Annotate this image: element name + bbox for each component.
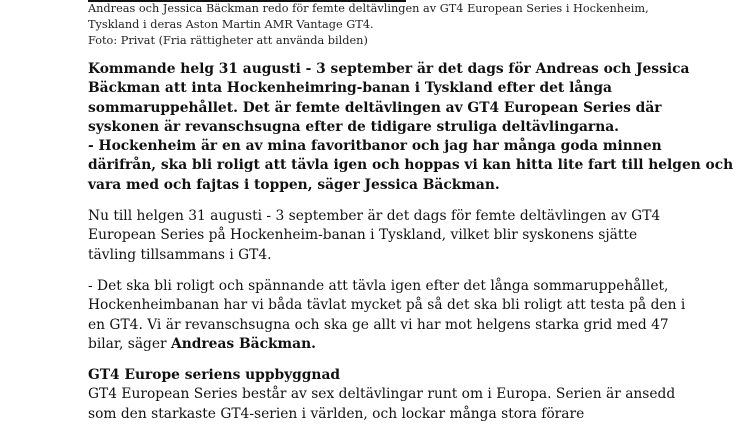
paragraph-line: en GT4. Vi är revanschsugna och ska ge allt vi har mot helgens starka grid med 47 xyxy=(88,316,669,333)
lead-line: syskonen är revanschsugna efter de tidigare struliga deltävlingarna. xyxy=(88,118,619,135)
paragraph-line: Nu till helgen 31 augusti - 3 september är det dags för femte deltävlingen av GT4 xyxy=(88,208,661,225)
body-paragraph-2 xyxy=(88,277,686,354)
paragraph-line: tävling tillsammans i GT4. xyxy=(88,246,272,263)
caption-line: Tyskland i deras Aston Martin AMR Vantage GT4. xyxy=(88,18,374,31)
lead-line: - Hockenheim är en av mina favoritbanor och jag har många goda minnen xyxy=(88,138,662,155)
lead-line: Bäckman att inta Hockenheimring-banan i Tyskland efter det långa xyxy=(88,80,612,97)
paragraph-line: Hockenheimbanan har vi båda tävlat mycket på så det ska bli roligt att testa på den i xyxy=(88,297,686,314)
paragraph-line xyxy=(88,335,668,354)
paragraph-line: GT4 European Series består av sex deltävlingar runt om i Europa. Serien är ansedd xyxy=(88,386,676,403)
paragraph-line: - Det ska bli roligt och spännande att tävla igen efter det långa sommaruppehållet, xyxy=(88,277,669,294)
photo-caption xyxy=(88,1,668,49)
caption-line: Andreas och Jessica Bäckman redo för femte deltävlingen av GT4 European Series i Hockenheim, xyxy=(88,2,649,15)
lead-line: därifrån, ska bli roligt att tävla igen och hoppas vi kan hitta lite fart till helgen och xyxy=(88,157,734,174)
lead-line: vara med och fajtas i toppen, säger Jessica Bäckman. xyxy=(88,176,500,193)
lead-paragraph xyxy=(88,60,734,195)
quote-attribution: bilar, säger xyxy=(88,335,172,352)
paragraph-line: som den starkaste GT4-serien i världen, och lockar många stora förare xyxy=(88,405,585,422)
photo-credit: Foto: Privat (Fria rättigheter att använda bilden) xyxy=(88,34,368,47)
lead-line: sommaruppehållet. Det är femte deltävlingen av GT4 European Series där xyxy=(88,99,662,116)
section-body xyxy=(88,385,676,424)
paragraph-line: European Series på Hockenheim-banan i Tyskland, vilket blir syskonens sjätte xyxy=(88,227,638,244)
speaker-name: Andreas Bäckman. xyxy=(171,335,316,352)
press-release-page xyxy=(88,0,734,424)
lead-line: Kommande helg 31 augusti - 3 september är det dags för Andreas och Jessica xyxy=(88,61,690,77)
section-heading: GT4 Europe seriens uppbyggnad xyxy=(88,367,341,384)
body-paragraph-1 xyxy=(88,207,668,265)
